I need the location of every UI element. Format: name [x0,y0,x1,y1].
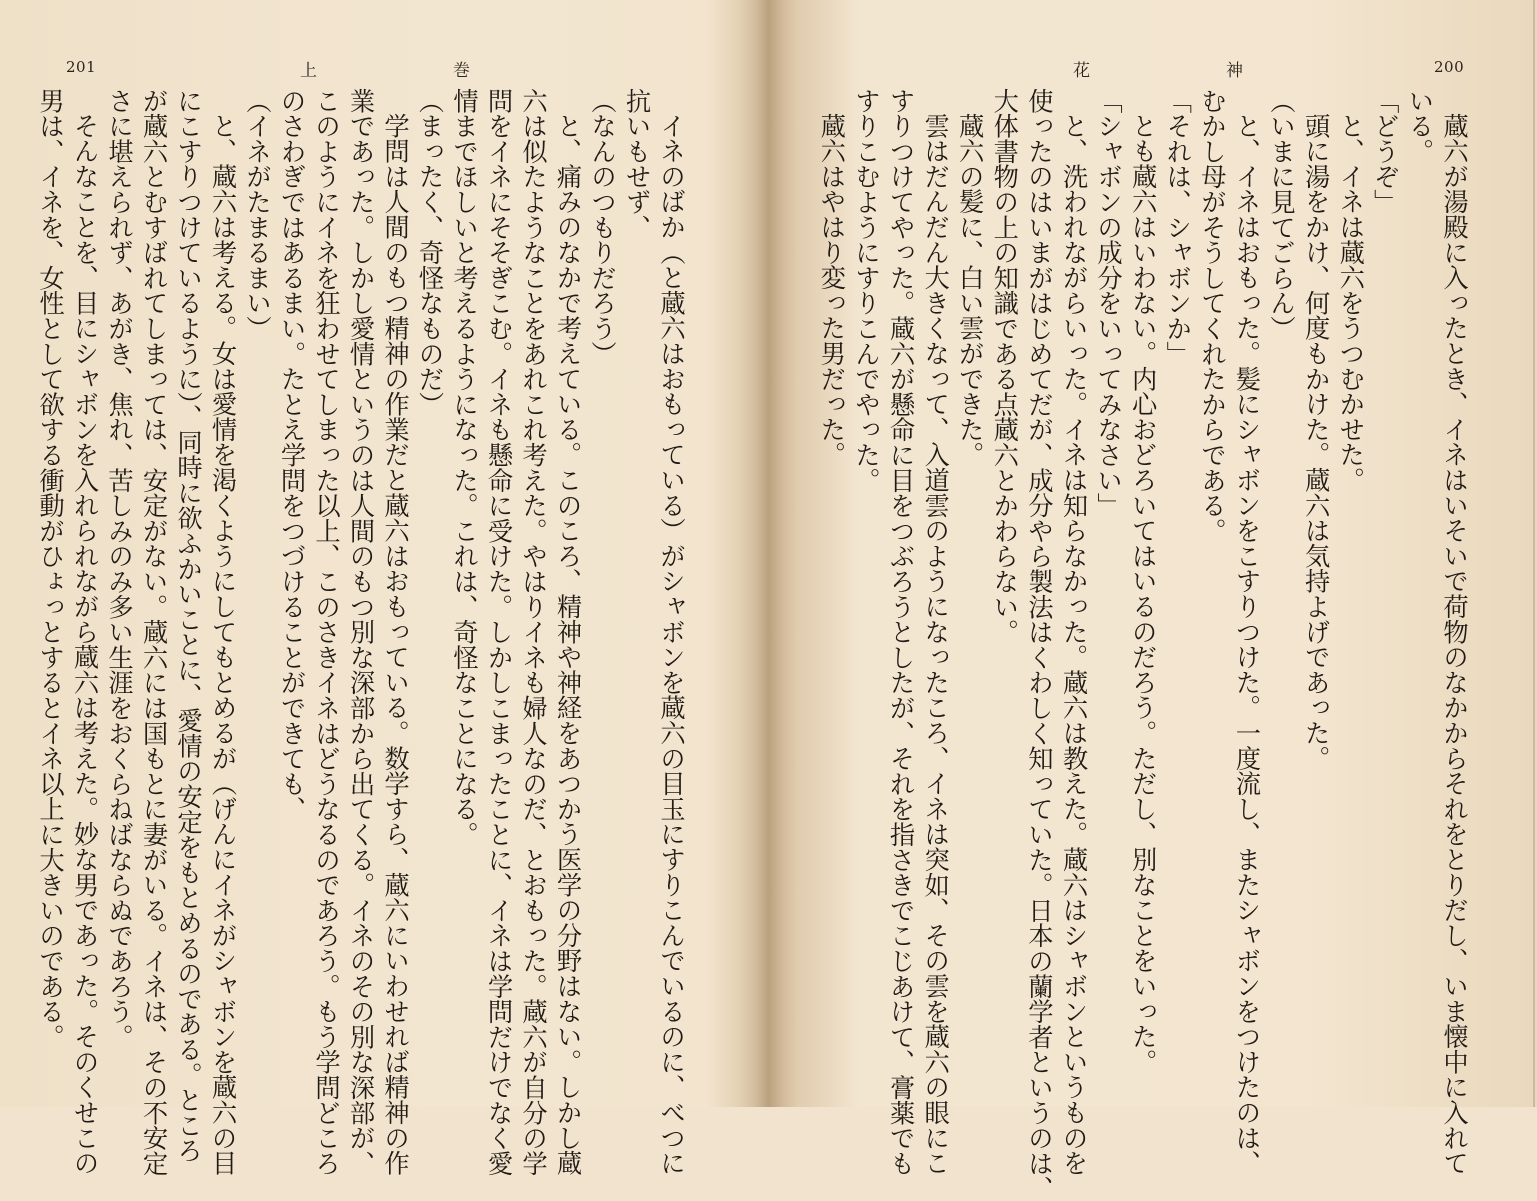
text-line: 六は似たようなことをあれこれ考えた。やはりイネも婦人なのだ、とおもった。蔵六が自分の学 [519,88,548,1176]
text-line: が蔵六とむすばれてしまっては、安定がない。蔵六には国もとに妻がいる。イネは、その不安定 [139,88,169,1176]
text-line: と、洗われながらいった。イネは知らなかった。蔵六は教えた。蔵六はシャボンというものを [1059,113,1089,1176]
left-running-head: 上 巻 [300,61,470,81]
text-line: むかし母がそうしてくれたからである。 [1197,88,1227,544]
text-line: 「それは、シャボンか」 [1163,88,1193,367]
text-line: 蔵六の髪に、白い雲ができた。 [955,113,985,468]
text-line: 「シャボンの成分をいってみなさい」 [1094,88,1124,519]
text-line: 蔵六が湯殿に入ったとき、イネはいそいで荷物のなかからそれをとりだし、いま懐中に入れて [1440,113,1469,1176]
text-line: （イネがたまるまい） [243,88,272,341]
text-line: 抗いもせず、 [622,88,652,240]
text-line: いる。 [1405,88,1435,164]
text-line: 蔵六はやはり変った男だった。 [817,113,847,468]
text-line: イネのばか（と蔵六はおもっている）がシャボンを蔵六の目玉にすりこんでいるのに、べつに [657,113,686,1176]
text-line: とも蔵六はいわない。内心おどろいてはいるのだろう。ただし、別なことをいった。 [1128,113,1158,1075]
text-line: （いまに見てごらん） [1267,88,1297,341]
text-line: 情までほしいと考えるようになった。これは、奇怪なことになる。 [450,88,479,847]
left-page-number: 201 [66,58,97,76]
text-line: 「どうぞ」 [1370,88,1400,215]
text-line: 業であった。しかし愛情というのは人間のもつ別な深部から出てくる。イネのその別な深部が、 [346,88,376,1176]
text-line: と、イネはおもった。髪にシャボンをこすりつけた。一度流し、またシャボンをつけたのは、 [1232,113,1262,1176]
text-line: さに堪えられず、あがき、焦れ、苦しみのみ多い生涯をおくらねばならぬであろう。 [105,88,134,1050]
text-line: このようにイネを狂わせてしまった以上、このさきイネはどうなるのであろう。もう学問どころ [312,88,341,1176]
text-line: （まったく、奇怪なものだ） [415,88,445,417]
text-line: 男は、イネを、女性として欲する衝動がひょっとするとイネ以上に大きいのである。 [36,88,65,1050]
text-line: のさわぎではあるまい。たとえ学問をつづけることができても、 [277,88,307,822]
text-line: 雲はだんだん大きくなって、入道雲のようになったころ、イネは突如、その雲を蔵六の眼にこ [921,113,951,1176]
text-line: 使ったのはいまがはじめてだが、成分やら製法はくわしく知っていた。日本の蘭学者というのは、 [1024,88,1054,1201]
text-line: と、蔵六は考える。女は愛情を渇くようにしてもとめるが（げんにイネがシャボンを蔵六の目 [208,113,238,1176]
text-line: と、痛みのなかで考えている。このころ、精神や神経をあつかう医学の分野はない。しかし蔵 [553,113,583,1176]
text-line: すりこむようにすりこんでやった。 [851,88,881,493]
text-line: すりつけてやった。蔵六が懸命に目をつぶろうとしたが、それを指さきでこじあけて、膏薬でも [886,88,916,1176]
text-line: 頭に湯をかけ、何度もかけた。蔵六は気持よげであった。 [1301,113,1331,772]
right-running-head: 花 神 [1073,61,1243,81]
text-line: 大体書物の上の知識である点蔵六とかわらない。 [990,88,1020,645]
right-page-number: 200 [1434,58,1465,76]
text-line: そんなことを、目にシャボンを入れられながら蔵六は考えた。妙な男であった。そのくせこの [70,113,100,1176]
left-text-block [36,88,686,1176]
text-line: （なんのつもりだろう） [588,88,617,367]
right-text-block [817,88,1469,1201]
text-line: にこすりつけているように）、同時に欲ふかいことに、愛情の安定をもとめるのである。ところ [174,88,203,1164]
left-page [0,0,768,1176]
text-line: と、イネは蔵六をうつむかせた。 [1336,113,1366,493]
right-page [768,0,1537,1201]
text-line: 学問は人間のもつ精神の作業だと蔵六はおもっている。数学すら、蔵六にいわせれば精神の作 [381,113,410,1176]
page-edge [1533,0,1535,1107]
text-line: 問をイネにそそぎこむ。イネも懸命に受けた。しかしこまったことに、イネは学問だけでなく愛 [484,88,514,1176]
